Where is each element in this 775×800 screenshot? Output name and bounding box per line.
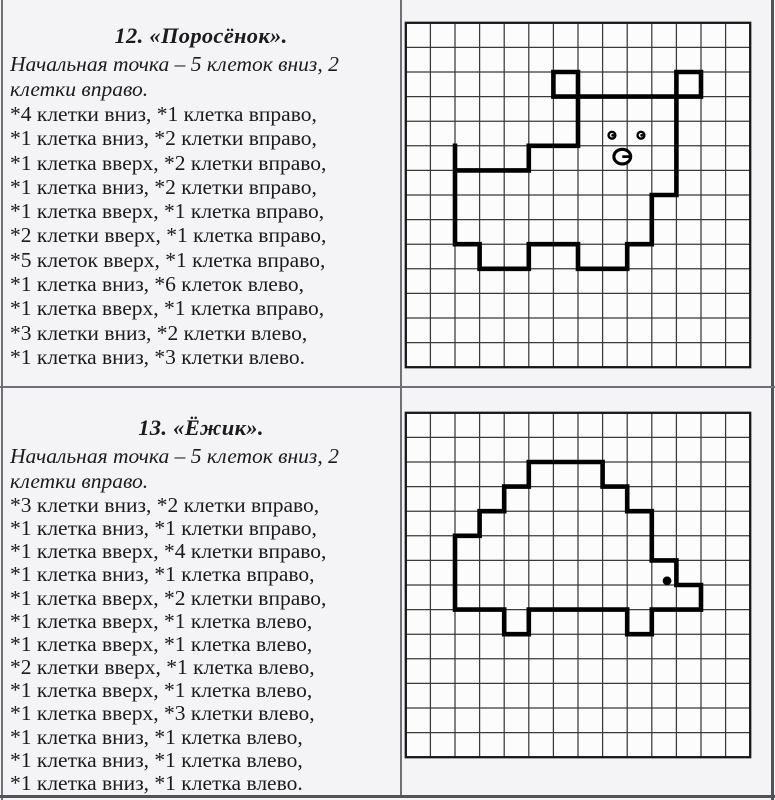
section-13-instructions <box>0 388 400 797</box>
instruction-step: *1 клетка вверх, *4 клетки вправо, <box>10 539 327 564</box>
instruction-step: *4 клетки вниз, *1 клетка вправо, <box>10 102 317 126</box>
instruction-step: *1 клетка вниз, *3 клетки влево. <box>10 344 306 369</box>
section-13-title: 13. «Ёжик». <box>138 415 264 440</box>
table-border-right <box>771 0 774 800</box>
squared-grid <box>403 20 753 370</box>
instruction-step: *1 клетка вниз, *1 клетка влево. <box>10 770 303 795</box>
instruction-step: *3 клетки вниз, *2 клетки вправо, <box>10 493 320 517</box>
instruction-step: *1 клетка вниз, *1 клетки вправо, <box>10 516 317 541</box>
instruction-step: *1 клетка вверх, *1 клетка влево, <box>10 678 313 703</box>
instruction-step: *1 клетка вниз, *1 клетка влево, <box>10 747 303 772</box>
instruction-step: *2 клетки вверх, *1 клетка влево, <box>10 655 315 680</box>
figure-eye-pupil <box>640 134 643 137</box>
section-12-steps <box>10 102 392 369</box>
figure-eye-dot <box>663 576 672 585</box>
section-12-grid-cell <box>402 0 775 386</box>
instruction-step: *1 клетка вниз, *2 клетки вправо, <box>10 126 317 151</box>
instruction-step: *1 клетка вверх, *3 клетки влево, <box>10 701 315 726</box>
instruction-step: *2 клетки вверх, *1 клетка вправо, <box>10 223 327 248</box>
instruction-step: *1 клетка вниз, *1 клетка вправо, <box>10 562 315 587</box>
section-12-title: 12. «Поросёнок». <box>114 23 288 48</box>
instruction-step: *1 клетка вниз, *6 клеток влево, <box>10 272 304 297</box>
section-13-intro-line-2: клетки вправо. <box>10 469 149 493</box>
squared-grid <box>403 410 753 760</box>
column-divider <box>400 0 402 795</box>
table-border-left <box>1 0 3 800</box>
section-12-intro-line-2: клетки вправо. <box>10 77 149 101</box>
dictation-grid-hedgehog <box>403 410 753 765</box>
table-border-bottom <box>0 795 775 798</box>
section-12-instructions <box>0 0 400 386</box>
section-12-intro-line-1: Начальная точка – 5 клеток вниз, 2 <box>10 52 339 76</box>
instruction-step: *1 клетка вверх, *1 клетка влево, <box>10 631 313 656</box>
instruction-step: *1 клетка вверх, *2 клетки вправо, <box>10 150 327 175</box>
row-divider <box>0 386 775 388</box>
instruction-step: *1 клетка вниз, *2 клетки вправо, <box>10 174 317 199</box>
instruction-step: *5 клеток вверх, *1 клетка вправо, <box>10 247 326 272</box>
instruction-step: *1 клетка вниз, *1 клетка влево, <box>10 724 303 749</box>
section-12 <box>0 0 775 386</box>
figure-eye-pupil <box>611 134 614 137</box>
section-13 <box>0 388 775 797</box>
section-13-steps <box>10 494 392 795</box>
section-13-intro-line-1: Начальная точка – 5 клеток вниз, 2 <box>10 444 339 468</box>
section-13-grid-cell <box>402 388 775 797</box>
dictation-grid-piglet <box>403 20 753 375</box>
instruction-step: *1 клетка вверх, *1 клетка вправо, <box>10 296 325 321</box>
instruction-step: *1 клетка вверх, *2 клетки вправо, <box>10 585 327 610</box>
instruction-step: *1 клетка вверх, *1 клетка вправо, <box>10 199 325 224</box>
instruction-step: *1 клетка вверх, *1 клетка влево, <box>10 608 313 633</box>
instruction-step: *3 клетки вниз, *2 клетки влево, <box>10 320 308 345</box>
